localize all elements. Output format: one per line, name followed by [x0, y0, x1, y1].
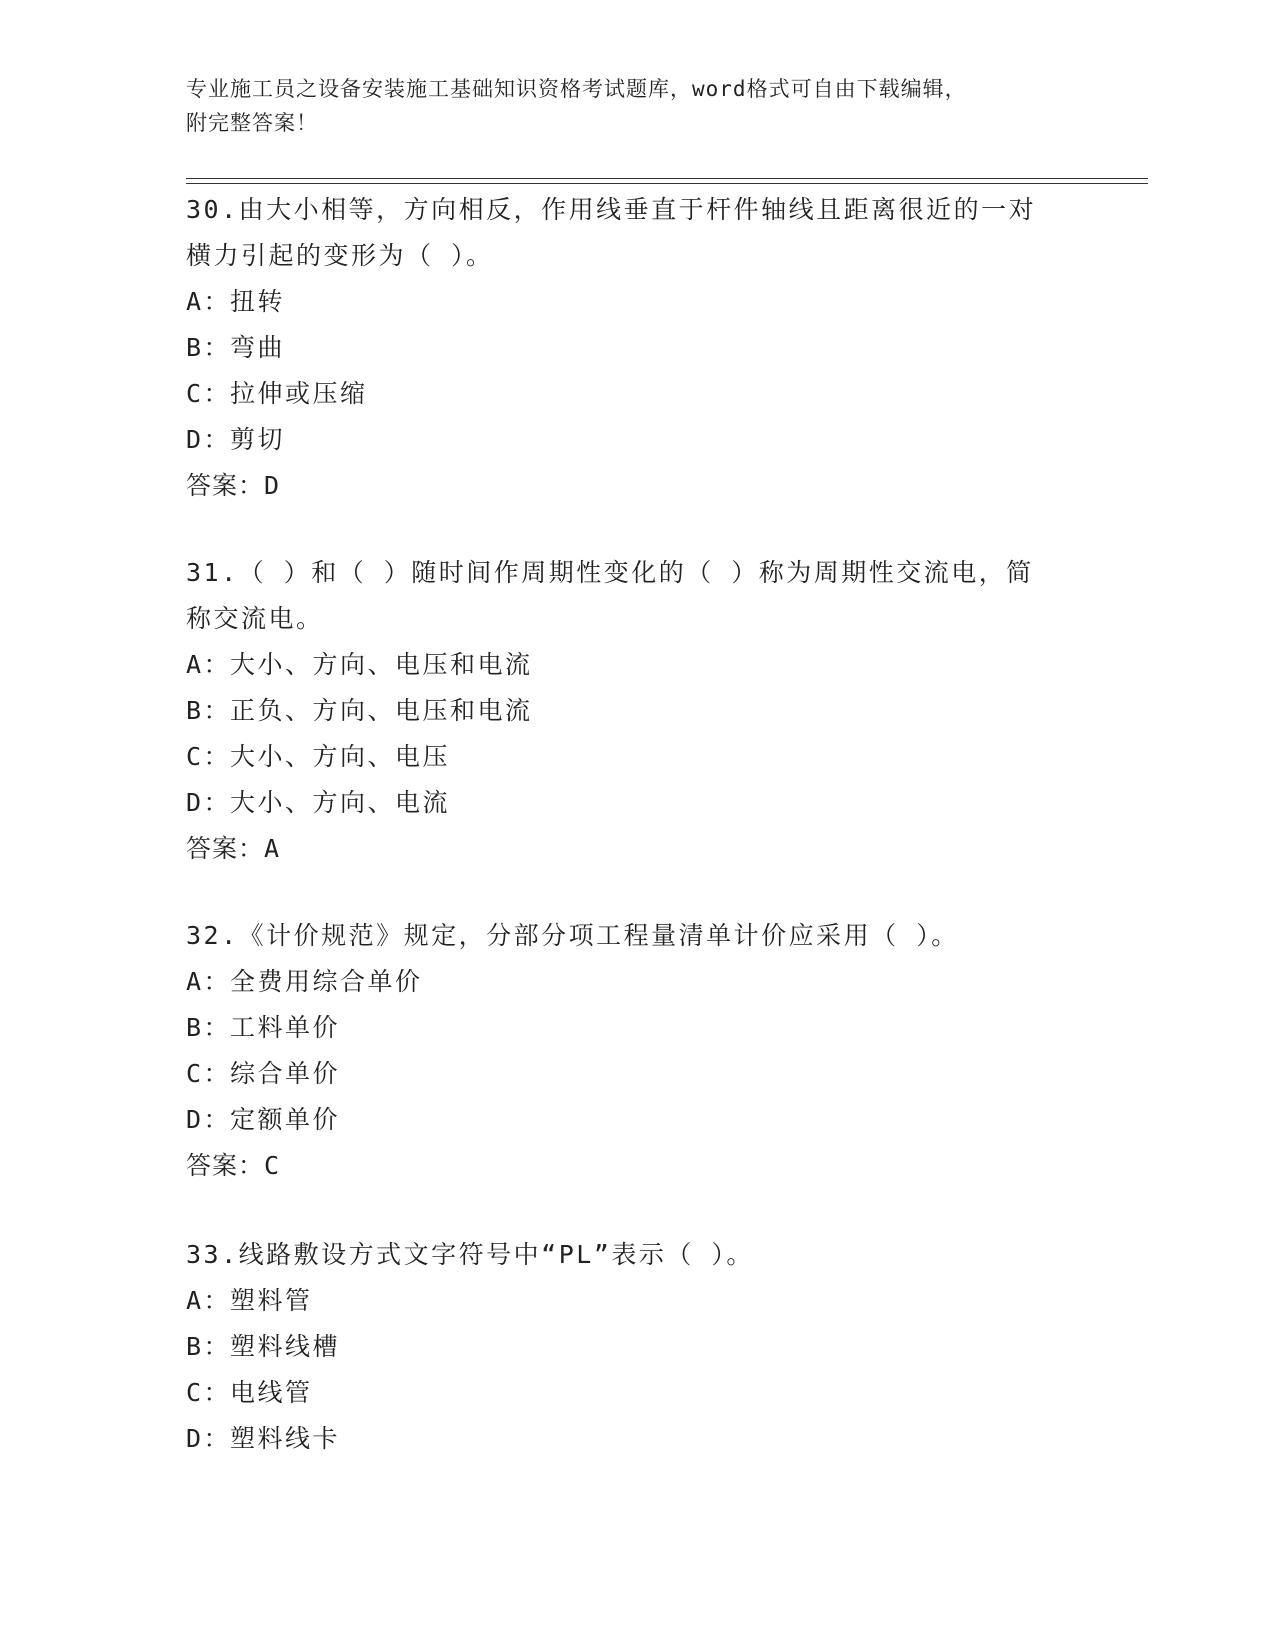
option-text: 大小、方向、电压 — [230, 742, 451, 771]
option-list — [186, 642, 1086, 826]
option-text: 塑料管 — [230, 1286, 313, 1315]
option-b — [186, 325, 1086, 371]
option-letter: D： — [186, 788, 232, 817]
option-text: 弯曲 — [230, 333, 286, 362]
option-d — [186, 417, 1086, 463]
option-letter: B： — [186, 333, 232, 362]
option-list — [186, 959, 1086, 1143]
option-text: 电线管 — [230, 1378, 313, 1407]
option-text: 拉伸或压缩 — [230, 379, 368, 408]
option-letter: B： — [186, 1332, 232, 1361]
option-b — [186, 1005, 1086, 1051]
option-letter: C： — [186, 1378, 232, 1407]
option-a — [186, 959, 1086, 1005]
option-text: 正负、方向、电压和电流 — [230, 696, 533, 725]
option-letter: A： — [186, 287, 232, 316]
answer-value: D — [264, 471, 280, 500]
option-letter: A： — [186, 1286, 232, 1315]
answer-line — [186, 463, 1086, 509]
question-33 — [186, 1232, 1086, 1462]
option-a — [186, 279, 1086, 325]
option-text: 塑料线槽 — [230, 1332, 341, 1361]
option-letter: B： — [186, 696, 232, 725]
option-letter: A： — [186, 650, 232, 679]
option-b — [186, 1324, 1086, 1370]
header-divider-top — [186, 178, 1148, 179]
answer-label: 答案： — [186, 471, 265, 500]
header-divider-bottom — [186, 183, 1148, 184]
answer-line — [186, 1143, 1086, 1189]
option-letter: D： — [186, 425, 232, 454]
question-stem-line: 31.（ ）和（ ）随时间作周期性变化的（ ）称为周期性交流电，简 — [186, 558, 1034, 587]
option-letter: C： — [186, 742, 232, 771]
answer-value: A — [264, 834, 280, 863]
question-stem-line: 30.由大小相等，方向相反，作用线垂直于杆件轴线且距离很近的一对 — [186, 195, 1037, 224]
question-31 — [186, 550, 1086, 872]
answer-value: C — [264, 1151, 280, 1180]
option-text: 剪切 — [230, 425, 286, 454]
option-c — [186, 1370, 1086, 1416]
option-text: 综合单价 — [230, 1059, 341, 1088]
option-letter: D： — [186, 1424, 232, 1453]
question-32 — [186, 913, 1086, 1189]
option-letter: B： — [186, 1013, 232, 1042]
option-text: 扭转 — [230, 287, 286, 316]
header-line-2: 附完整答案！ — [186, 111, 318, 135]
option-text: 塑料线卡 — [230, 1424, 341, 1453]
answer-label: 答案： — [186, 834, 265, 863]
header-line-1: 专业施工员之设备安装施工基础知识资格考试题库，word格式可自由下载编辑， — [186, 77, 967, 101]
question-stem-line: 称交流电。 — [186, 604, 324, 633]
option-list — [186, 279, 1086, 463]
option-a — [186, 642, 1086, 688]
option-text: 工料单价 — [230, 1013, 341, 1042]
option-letter: C： — [186, 1059, 232, 1088]
option-c — [186, 734, 1086, 780]
option-d — [186, 1097, 1086, 1143]
option-letter: C： — [186, 379, 232, 408]
question-stem-line: 33.线路敷设方式文字符号中“PL”表示（ ）。 — [186, 1240, 754, 1269]
option-text: 定额单价 — [230, 1105, 341, 1134]
option-b — [186, 688, 1086, 734]
option-letter: A： — [186, 967, 232, 996]
document-header — [186, 72, 1086, 140]
option-c — [186, 371, 1086, 417]
option-d — [186, 780, 1086, 826]
option-text: 大小、方向、电压和电流 — [230, 650, 533, 679]
answer-line — [186, 826, 1086, 872]
option-text: 全费用综合单价 — [230, 967, 423, 996]
option-a — [186, 1278, 1086, 1324]
option-d — [186, 1416, 1086, 1462]
question-30 — [186, 187, 1086, 509]
option-c — [186, 1051, 1086, 1097]
answer-label: 答案： — [186, 1151, 265, 1180]
option-letter: D： — [186, 1105, 232, 1134]
question-stem-line: 横力引起的变形为（ ）。 — [186, 241, 494, 270]
option-list — [186, 1278, 1086, 1462]
question-stem-line: 32.《计价规范》规定，分部分项工程量清单计价应采用（ ）。 — [186, 921, 959, 950]
option-text: 大小、方向、电流 — [230, 788, 451, 817]
